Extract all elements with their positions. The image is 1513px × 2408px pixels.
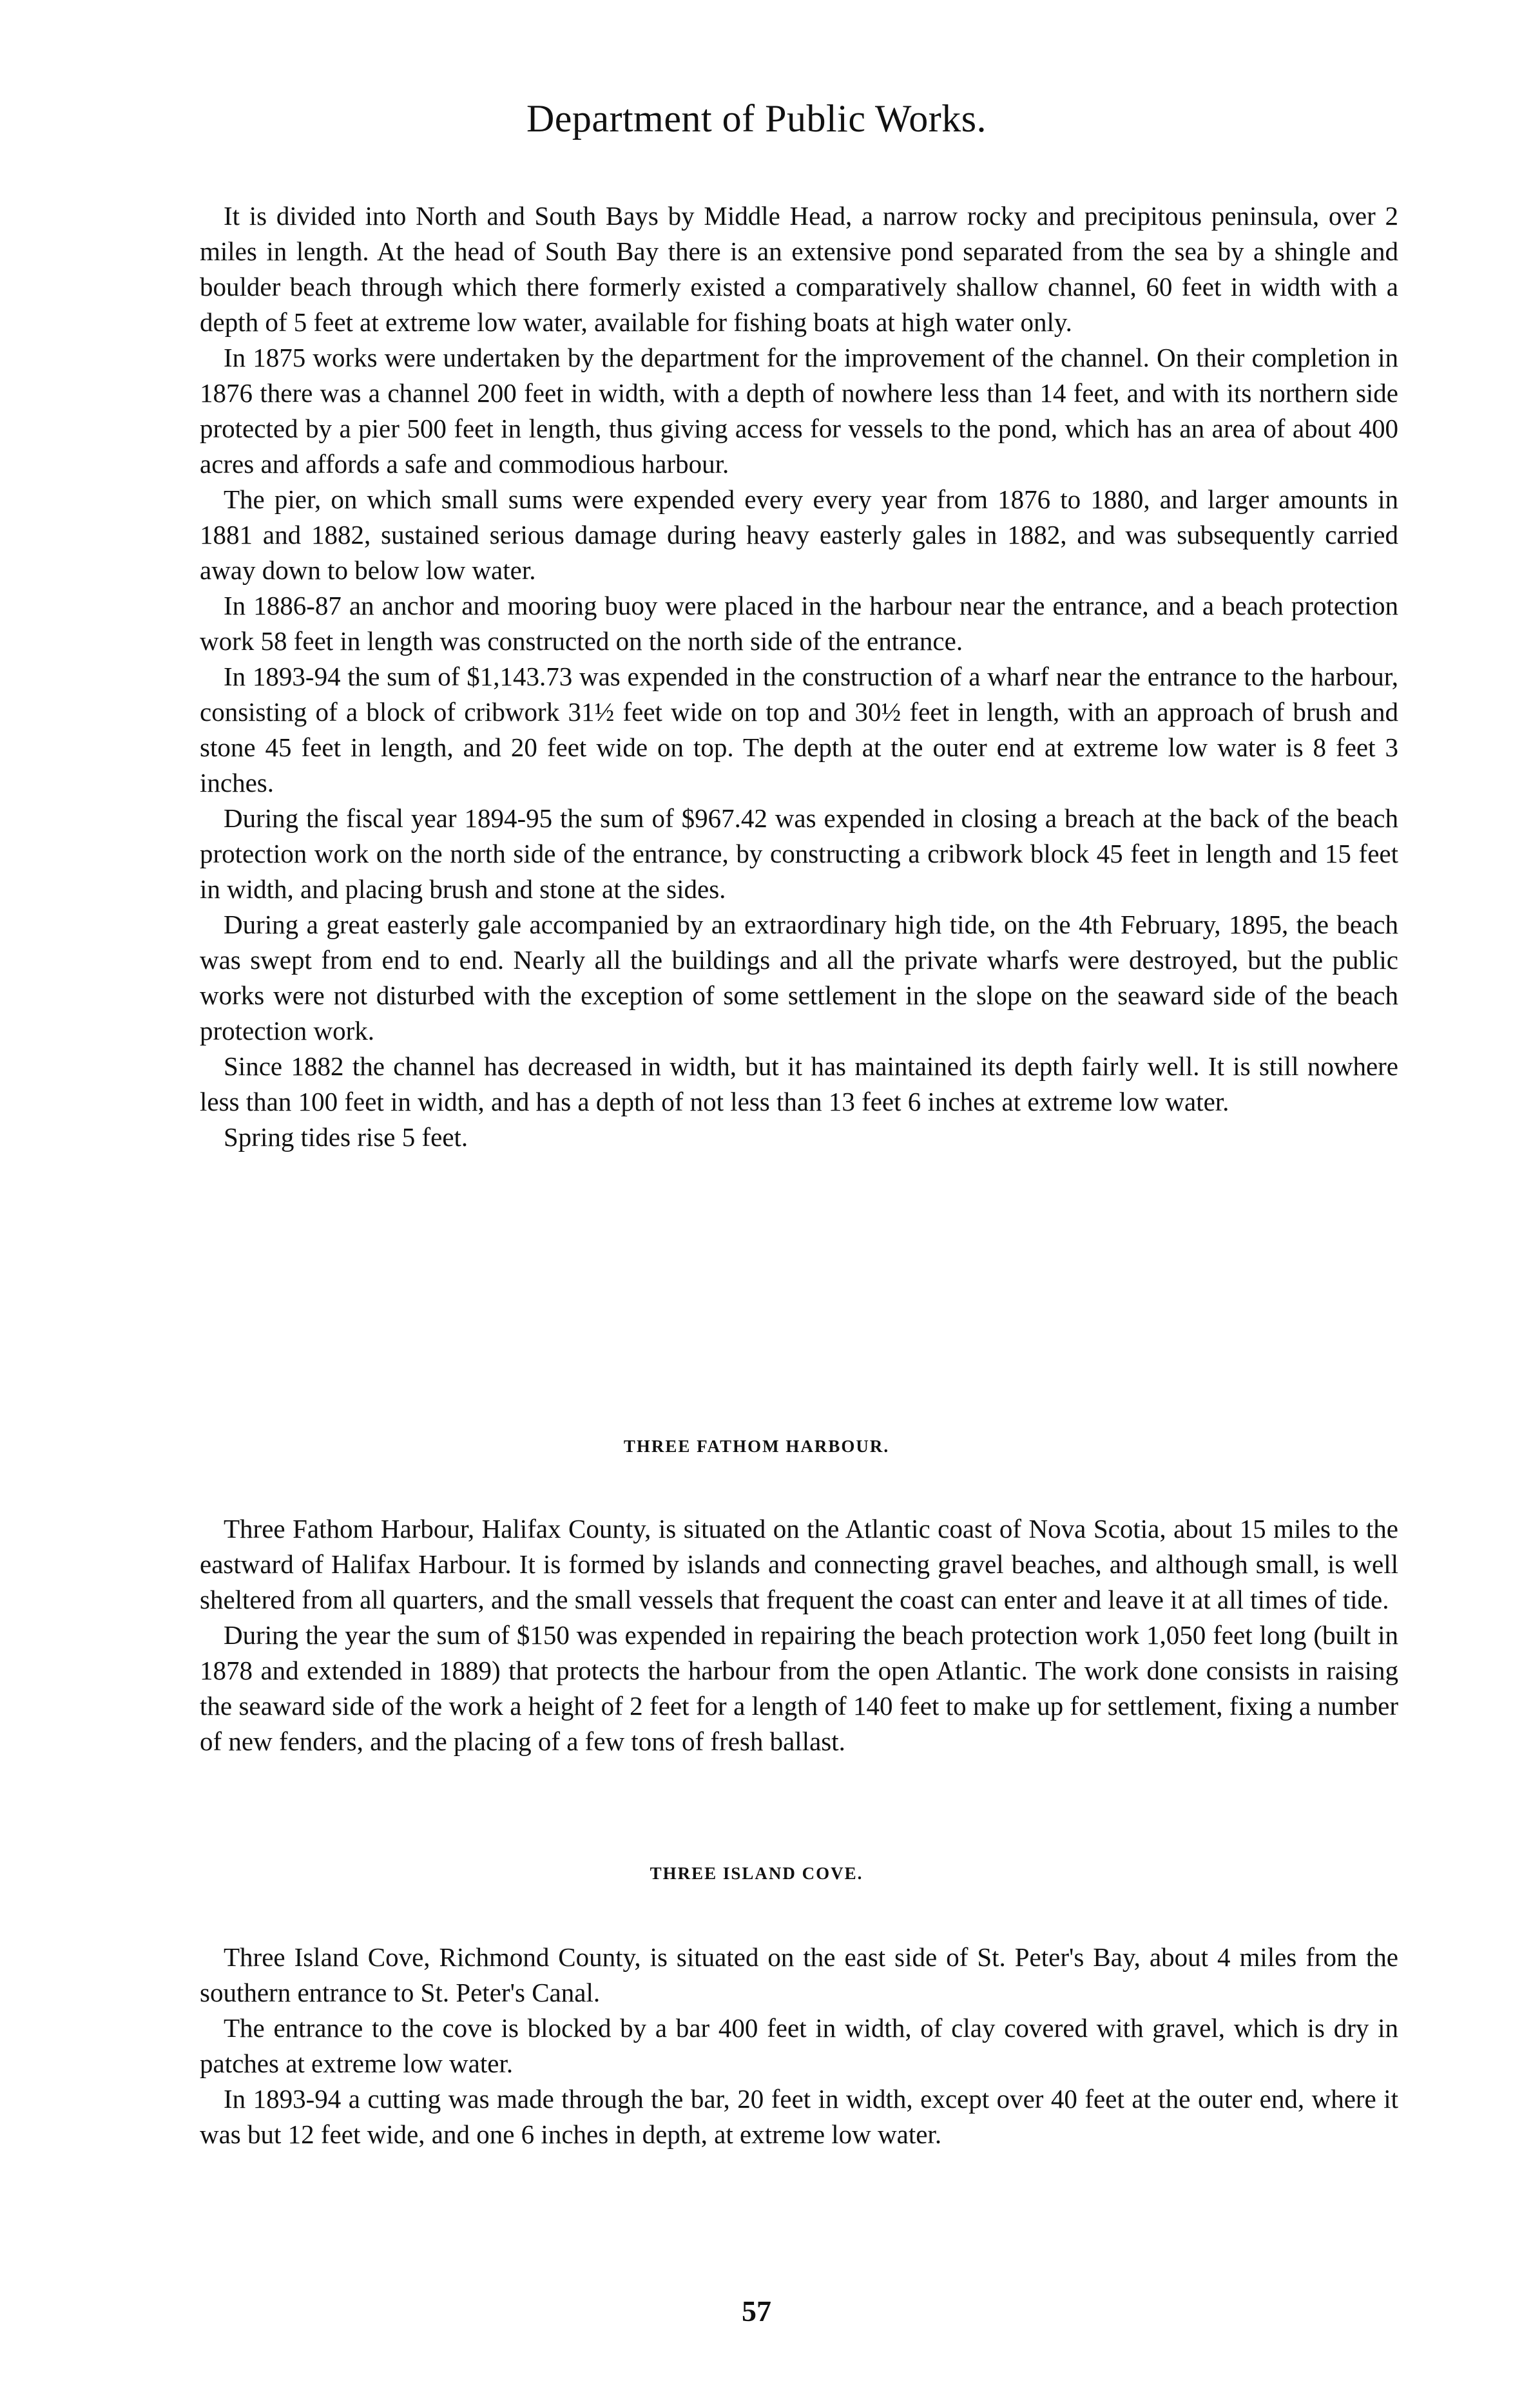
paragraph: During the year the sum of $150 was expended in repairing the beach protection work 1,050 feet long (built in 1878 and extended in 1889) that protects the harbour from the open Atlantic. The work done consists in raising the seaward side of the work a height of 2 feet for a length of 140 feet to make up for settlement, fixing a number of new fenders, and the placing of a few tons of fresh ballast. <box>200 1620 1398 1756</box>
paragraph: Spring tides rise 5 feet. <box>224 1122 468 1152</box>
paragraph: Three Fathom Harbour, Halifax County, is situated on the Atlantic coast of Nova Scotia, about 15 miles to the eastward of Halifax Harbour. It is formed by islands and connecting gravel beaches, and although small, is well sheltered from all quarters, and the small vessels that frequent the coast can enter and leave it at all times of tide. <box>200 1514 1398 1614</box>
paragraph: It is divided into North and South Bays by Middle Head, a narrow rocky and precipitous peninsula, over 2 miles in length. At the head of South Bay there is an extensive pond separated from the sea by a shingle and boulder beach through which there formerly existed a comparatively shallow channel, 60 feet in width with a depth of 5 feet at extreme low water, available for fishing boats at high water only. <box>200 201 1398 337</box>
paragraph: During a great easterly gale accompanied by an extraordinary high tide, on the 4th February, 1895, the beach was swept from end to end. Nearly all the buildings and all the private wharfs were destroyed, but the public works were not disturbed with the exception of some settlement in the slope on the seaward side of the beach protection work. <box>200 910 1398 1046</box>
paragraph: During the fiscal year 1894-95 the sum of $967.42 was expended in closing a breach at the back of the beach protection work on the north side of the entrance, by constructing a cribwork block 45 feet in length and 15 feet in width, and placing brush and stone at the sides. <box>200 803 1398 904</box>
paragraph: Since 1882 the channel has decreased in width, but it has maintained its depth fairly well. It is still nowhere less than 100 feet in width, and has a depth of not less than 13 feet 6 inches at extreme low water. <box>200 1051 1398 1116</box>
paragraph: In 1886-87 an anchor and mooring buoy were placed in the harbour near the entrance, and a beach protection work 58 feet in length was constructed on the north side of the entrance. <box>200 591 1398 656</box>
paragraph: The entrance to the cove is blocked by a bar 400 feet in width, of clay covered with gravel, which is dry in patches at extreme low water. <box>200 2013 1398 2078</box>
page-header-title: Department of Public Works. <box>526 97 987 140</box>
section-three-island-cove <box>200 1940 1398 2152</box>
paragraph: The pier, on which small sums were expended every every year from 1876 to 1880, and larger amounts in 1881 and 1882, sustained serious damage during heavy easterly gales in 1882, and was subsequently carried away down to below low water. <box>200 484 1398 585</box>
section-heading-three-fathom-harbour: THREE FATHOM HARBOUR. <box>623 1437 890 1456</box>
section-intro <box>200 198 1398 1155</box>
paragraph: In 1893-94 a cutting was made through the bar, 20 feet in width, except over 40 feet at the outer end, where it was but 12 feet wide, and one 6 inches in depth, at extreme low water. <box>200 2084 1398 2149</box>
paragraph: In 1875 works were undertaken by the department for the improvement of the channel. On their completion in 1876 there was a channel 200 feet in width, with a depth of nowhere less than 14 feet, and with its northern side protected by a pier 500 feet in length, thus giving access for vessels to the pond, which has an area of about 400 acres and affords a safe and commodious harbour. <box>200 343 1398 479</box>
section-heading-three-island-cove: THREE ISLAND COVE. <box>650 1864 863 1883</box>
paragraph: In 1893-94 the sum of $1,143.73 was expended in the construction of a wharf near the entrance to the harbour, consisting of a block of cribwork 31½ feet wide on top and 30½ feet in length, with an approach of brush and stone 45 feet in length, and 20 feet wide on top. The depth at the outer end at extreme low water is 8 feet 3 inches. <box>200 662 1398 798</box>
paragraph: Three Island Cove, Richmond County, is situated on the east side of St. Peter's Bay, about 4 miles from the southern entrance to St. Peter's Canal. <box>200 1942 1398 2007</box>
page-number: 57 <box>742 2295 771 2327</box>
section-three-fathom-harbour <box>200 1511 1398 1759</box>
